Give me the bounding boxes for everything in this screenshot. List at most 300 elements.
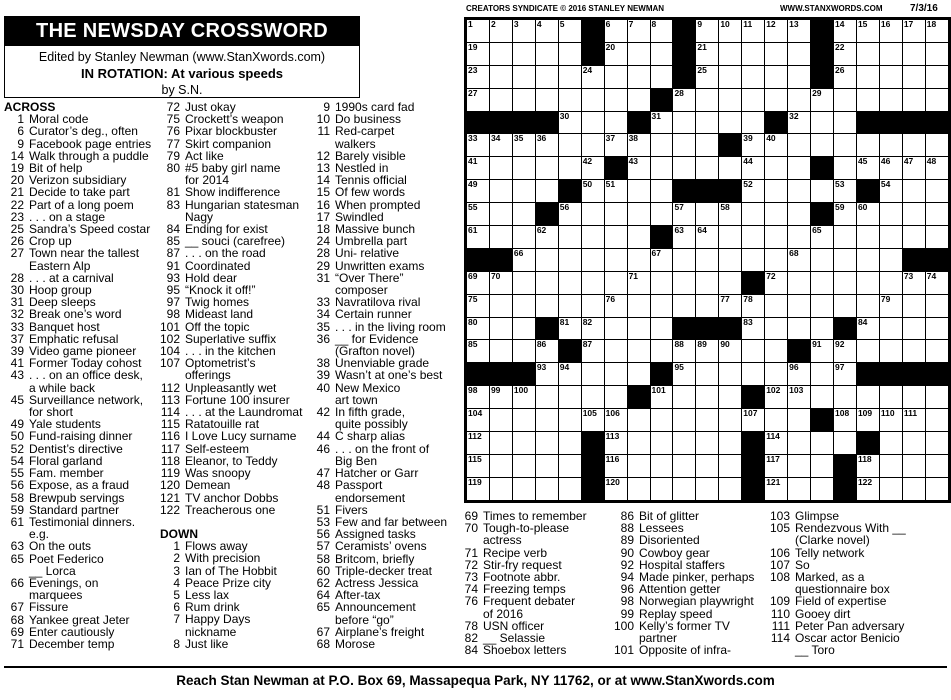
- grid-cell[interactable]: [834, 248, 857, 271]
- grid-cell[interactable]: [673, 386, 696, 409]
- grid-cell[interactable]: [879, 157, 902, 180]
- grid-cell[interactable]: [558, 42, 581, 65]
- grid-cell[interactable]: [467, 454, 490, 477]
- grid-cell[interactable]: [535, 20, 558, 43]
- grid-cell[interactable]: [512, 226, 535, 249]
- grid-cell[interactable]: [834, 180, 857, 203]
- grid-cell[interactable]: [489, 409, 512, 432]
- grid-cell[interactable]: [604, 340, 627, 363]
- grid-cell[interactable]: [811, 477, 834, 500]
- grid-cell[interactable]: [788, 111, 811, 134]
- grid-cell[interactable]: [856, 317, 879, 340]
- grid-cell[interactable]: [512, 294, 535, 317]
- grid-cell[interactable]: [811, 294, 834, 317]
- grid-cell[interactable]: [558, 20, 581, 43]
- grid-cell[interactable]: [467, 432, 490, 455]
- grid-cell[interactable]: [558, 317, 581, 340]
- grid-cell[interactable]: [558, 88, 581, 111]
- grid-cell[interactable]: [627, 294, 650, 317]
- grid-cell[interactable]: [673, 226, 696, 249]
- grid-cell[interactable]: [719, 477, 742, 500]
- grid-cell[interactable]: [604, 65, 627, 88]
- grid-cell[interactable]: [925, 88, 948, 111]
- grid-cell[interactable]: [902, 386, 925, 409]
- grid-cell[interactable]: [811, 317, 834, 340]
- grid-cell[interactable]: [856, 88, 879, 111]
- grid-cell[interactable]: [489, 432, 512, 455]
- grid-cell[interactable]: [650, 180, 673, 203]
- grid-cell[interactable]: [489, 477, 512, 500]
- grid-cell[interactable]: [902, 88, 925, 111]
- grid-cell[interactable]: [856, 386, 879, 409]
- grid-cell[interactable]: [696, 203, 719, 226]
- grid-cell[interactable]: [467, 20, 490, 43]
- grid-cell[interactable]: [856, 454, 879, 477]
- grid-cell[interactable]: [879, 340, 902, 363]
- grid-cell[interactable]: [788, 226, 811, 249]
- grid-cell[interactable]: [512, 203, 535, 226]
- grid-cell[interactable]: [879, 134, 902, 157]
- grid-cell[interactable]: [512, 88, 535, 111]
- grid-cell[interactable]: [673, 271, 696, 294]
- grid-cell[interactable]: [512, 42, 535, 65]
- grid-cell[interactable]: [879, 271, 902, 294]
- grid-cell[interactable]: [512, 432, 535, 455]
- grid-cell[interactable]: [925, 203, 948, 226]
- grid-cell[interactable]: [879, 20, 902, 43]
- grid-cell[interactable]: [765, 203, 788, 226]
- grid-cell[interactable]: [696, 454, 719, 477]
- grid-cell[interactable]: [834, 386, 857, 409]
- grid-cell[interactable]: [627, 88, 650, 111]
- grid-cell[interactable]: [581, 157, 604, 180]
- grid-cell[interactable]: [742, 317, 765, 340]
- grid-cell[interactable]: [719, 157, 742, 180]
- grid-cell[interactable]: [604, 409, 627, 432]
- grid-cell[interactable]: [742, 248, 765, 271]
- grid-cell[interactable]: [925, 65, 948, 88]
- grid-cell[interactable]: [627, 20, 650, 43]
- grid-cell[interactable]: [856, 157, 879, 180]
- grid-cell[interactable]: [719, 111, 742, 134]
- grid-cell[interactable]: [558, 477, 581, 500]
- grid-cell[interactable]: [719, 88, 742, 111]
- grid-cell[interactable]: [742, 294, 765, 317]
- grid-cell[interactable]: [811, 248, 834, 271]
- grid-cell[interactable]: [834, 134, 857, 157]
- grid-cell[interactable]: [467, 317, 490, 340]
- grid-cell[interactable]: [604, 386, 627, 409]
- grid-cell[interactable]: [696, 20, 719, 43]
- grid-cell[interactable]: [879, 454, 902, 477]
- grid-cell[interactable]: [925, 20, 948, 43]
- grid-cell[interactable]: [719, 65, 742, 88]
- grid-cell[interactable]: [673, 134, 696, 157]
- grid-cell[interactable]: [467, 294, 490, 317]
- grid-cell[interactable]: [834, 20, 857, 43]
- grid-cell[interactable]: [788, 180, 811, 203]
- grid-cell[interactable]: [719, 340, 742, 363]
- grid-cell[interactable]: [788, 42, 811, 65]
- grid-cell[interactable]: [856, 42, 879, 65]
- grid-cell[interactable]: [604, 363, 627, 386]
- grid-cell[interactable]: [627, 477, 650, 500]
- grid-cell[interactable]: [788, 363, 811, 386]
- grid-cell[interactable]: [535, 340, 558, 363]
- grid-cell[interactable]: [788, 317, 811, 340]
- grid-cell[interactable]: [765, 271, 788, 294]
- grid-cell[interactable]: [742, 226, 765, 249]
- grid-cell[interactable]: [650, 340, 673, 363]
- grid-cell[interactable]: [467, 226, 490, 249]
- grid-cell[interactable]: [925, 386, 948, 409]
- grid-cell[interactable]: [467, 271, 490, 294]
- grid-cell[interactable]: [489, 386, 512, 409]
- grid-cell[interactable]: [558, 226, 581, 249]
- grid-cell[interactable]: [834, 294, 857, 317]
- grid-cell[interactable]: [925, 294, 948, 317]
- grid-cell[interactable]: [902, 134, 925, 157]
- grid-cell[interactable]: [696, 248, 719, 271]
- grid-cell[interactable]: [489, 294, 512, 317]
- grid-cell[interactable]: [925, 180, 948, 203]
- grid-cell[interactable]: [535, 386, 558, 409]
- grid-cell[interactable]: [902, 180, 925, 203]
- grid-cell[interactable]: [558, 203, 581, 226]
- grid-cell[interactable]: [879, 65, 902, 88]
- grid-cell[interactable]: [834, 157, 857, 180]
- grid-cell[interactable]: [650, 134, 673, 157]
- grid-cell[interactable]: [742, 65, 765, 88]
- grid-cell[interactable]: [604, 454, 627, 477]
- grid-cell[interactable]: [604, 294, 627, 317]
- grid-cell[interactable]: [765, 363, 788, 386]
- grid-cell[interactable]: [879, 477, 902, 500]
- grid-cell[interactable]: [581, 134, 604, 157]
- grid-cell[interactable]: [742, 363, 765, 386]
- grid-cell[interactable]: [902, 271, 925, 294]
- grid-cell[interactable]: [742, 157, 765, 180]
- grid-cell[interactable]: [512, 317, 535, 340]
- grid-cell[interactable]: [558, 134, 581, 157]
- grid-cell[interactable]: [558, 454, 581, 477]
- grid-cell[interactable]: [581, 294, 604, 317]
- grid-cell[interactable]: [856, 20, 879, 43]
- grid-cell[interactable]: [719, 203, 742, 226]
- grid-cell[interactable]: [811, 363, 834, 386]
- grid-cell[interactable]: [650, 20, 673, 43]
- grid-cell[interactable]: [925, 226, 948, 249]
- grid-cell[interactable]: [765, 340, 788, 363]
- grid-cell[interactable]: [902, 42, 925, 65]
- grid-cell[interactable]: [856, 409, 879, 432]
- grid-cell[interactable]: [512, 386, 535, 409]
- grid-cell[interactable]: [581, 271, 604, 294]
- grid-cell[interactable]: [765, 432, 788, 455]
- grid-cell[interactable]: [604, 111, 627, 134]
- grid-cell[interactable]: [581, 386, 604, 409]
- grid-cell[interactable]: [765, 180, 788, 203]
- grid-cell[interactable]: [604, 134, 627, 157]
- grid-cell[interactable]: [811, 271, 834, 294]
- grid-cell[interactable]: [650, 294, 673, 317]
- grid-cell[interactable]: [719, 248, 742, 271]
- grid-cell[interactable]: [765, 409, 788, 432]
- grid-cell[interactable]: [673, 157, 696, 180]
- grid-cell[interactable]: [902, 20, 925, 43]
- grid-cell[interactable]: [650, 317, 673, 340]
- grid-cell[interactable]: [925, 42, 948, 65]
- grid-cell[interactable]: [765, 294, 788, 317]
- grid-cell[interactable]: [742, 111, 765, 134]
- grid-cell[interactable]: [742, 409, 765, 432]
- grid-cell[interactable]: [834, 65, 857, 88]
- grid-cell[interactable]: [489, 88, 512, 111]
- grid-cell[interactable]: [627, 340, 650, 363]
- grid-cell[interactable]: [512, 248, 535, 271]
- grid-cell[interactable]: [604, 42, 627, 65]
- grid-cell[interactable]: [673, 363, 696, 386]
- grid-cell[interactable]: [742, 20, 765, 43]
- grid-cell[interactable]: [788, 157, 811, 180]
- grid-cell[interactable]: [696, 42, 719, 65]
- grid-cell[interactable]: [535, 409, 558, 432]
- grid-cell[interactable]: [719, 454, 742, 477]
- grid-cell[interactable]: [879, 203, 902, 226]
- grid-cell[interactable]: [558, 271, 581, 294]
- grid-cell[interactable]: [696, 477, 719, 500]
- grid-cell[interactable]: [467, 134, 490, 157]
- grid-cell[interactable]: [811, 432, 834, 455]
- grid-cell[interactable]: [627, 65, 650, 88]
- grid-cell[interactable]: [673, 111, 696, 134]
- grid-cell[interactable]: [581, 203, 604, 226]
- grid-cell[interactable]: [696, 111, 719, 134]
- grid-cell[interactable]: [719, 226, 742, 249]
- grid-cell[interactable]: [489, 226, 512, 249]
- grid-cell[interactable]: [696, 226, 719, 249]
- grid-cell[interactable]: [650, 248, 673, 271]
- grid-cell[interactable]: [650, 203, 673, 226]
- grid-cell[interactable]: [856, 134, 879, 157]
- grid-cell[interactable]: [467, 180, 490, 203]
- grid-cell[interactable]: [902, 477, 925, 500]
- grid-cell[interactable]: [467, 477, 490, 500]
- grid-cell[interactable]: [535, 432, 558, 455]
- grid-cell[interactable]: [719, 409, 742, 432]
- grid-cell[interactable]: [627, 317, 650, 340]
- grid-cell[interactable]: [604, 226, 627, 249]
- grid-cell[interactable]: [765, 454, 788, 477]
- grid-cell[interactable]: [902, 203, 925, 226]
- grid-cell[interactable]: [788, 88, 811, 111]
- grid-cell[interactable]: [856, 226, 879, 249]
- grid-cell[interactable]: [512, 180, 535, 203]
- grid-cell[interactable]: [581, 248, 604, 271]
- grid-cell[interactable]: [719, 271, 742, 294]
- grid-cell[interactable]: [535, 180, 558, 203]
- grid-cell[interactable]: [627, 248, 650, 271]
- grid-cell[interactable]: [742, 88, 765, 111]
- grid-cell[interactable]: [581, 317, 604, 340]
- grid-cell[interactable]: [535, 363, 558, 386]
- grid-cell[interactable]: [467, 340, 490, 363]
- grid-cell[interactable]: [696, 134, 719, 157]
- grid-cell[interactable]: [765, 65, 788, 88]
- grid-cell[interactable]: [650, 409, 673, 432]
- grid-cell[interactable]: [512, 157, 535, 180]
- grid-cell[interactable]: [834, 111, 857, 134]
- grid-cell[interactable]: [902, 294, 925, 317]
- grid-cell[interactable]: [788, 409, 811, 432]
- grid-cell[interactable]: [719, 42, 742, 65]
- grid-cell[interactable]: [742, 134, 765, 157]
- grid-cell[interactable]: [834, 340, 857, 363]
- grid-cell[interactable]: [925, 340, 948, 363]
- grid-cell[interactable]: [765, 317, 788, 340]
- grid-cell[interactable]: [902, 409, 925, 432]
- grid-cell[interactable]: [673, 248, 696, 271]
- grid-cell[interactable]: [604, 317, 627, 340]
- grid-cell[interactable]: [512, 134, 535, 157]
- grid-cell[interactable]: [489, 65, 512, 88]
- grid-cell[interactable]: [489, 454, 512, 477]
- grid-cell[interactable]: [742, 180, 765, 203]
- grid-cell[interactable]: [535, 454, 558, 477]
- grid-cell[interactable]: [925, 317, 948, 340]
- grid-cell[interactable]: [467, 157, 490, 180]
- grid-cell[interactable]: [650, 65, 673, 88]
- grid-cell[interactable]: [742, 42, 765, 65]
- grid-cell[interactable]: [696, 386, 719, 409]
- grid-cell[interactable]: [673, 477, 696, 500]
- grid-cell[interactable]: [581, 363, 604, 386]
- grid-cell[interactable]: [650, 111, 673, 134]
- grid-cell[interactable]: [902, 317, 925, 340]
- grid-cell[interactable]: [902, 65, 925, 88]
- grid-cell[interactable]: [902, 157, 925, 180]
- grid-cell[interactable]: [719, 20, 742, 43]
- grid-cell[interactable]: [467, 409, 490, 432]
- grid-cell[interactable]: [512, 477, 535, 500]
- grid-cell[interactable]: [558, 65, 581, 88]
- grid-cell[interactable]: [765, 248, 788, 271]
- grid-cell[interactable]: [696, 88, 719, 111]
- grid-cell[interactable]: [650, 432, 673, 455]
- grid-cell[interactable]: [696, 65, 719, 88]
- grid-cell[interactable]: [558, 157, 581, 180]
- grid-cell[interactable]: [765, 477, 788, 500]
- grid-cell[interactable]: [604, 432, 627, 455]
- grid-cell[interactable]: [489, 42, 512, 65]
- grid-cell[interactable]: [489, 134, 512, 157]
- grid-cell[interactable]: [856, 340, 879, 363]
- grid-cell[interactable]: [604, 180, 627, 203]
- grid-cell[interactable]: [765, 20, 788, 43]
- grid-cell[interactable]: [879, 386, 902, 409]
- grid-cell[interactable]: [719, 363, 742, 386]
- grid-cell[interactable]: [719, 294, 742, 317]
- grid-cell[interactable]: [925, 271, 948, 294]
- grid-cell[interactable]: [879, 180, 902, 203]
- grid-cell[interactable]: [856, 203, 879, 226]
- grid-cell[interactable]: [604, 20, 627, 43]
- grid-cell[interactable]: [604, 271, 627, 294]
- grid-cell[interactable]: [879, 409, 902, 432]
- grid-cell[interactable]: [627, 157, 650, 180]
- grid-cell[interactable]: [696, 409, 719, 432]
- grid-cell[interactable]: [581, 88, 604, 111]
- grid-cell[interactable]: [558, 386, 581, 409]
- grid-cell[interactable]: [765, 386, 788, 409]
- grid-cell[interactable]: [535, 157, 558, 180]
- grid-cell[interactable]: [627, 271, 650, 294]
- grid-cell[interactable]: [627, 180, 650, 203]
- grid-cell[interactable]: [581, 65, 604, 88]
- grid-cell[interactable]: [627, 134, 650, 157]
- grid-cell[interactable]: [673, 409, 696, 432]
- grid-cell[interactable]: [788, 454, 811, 477]
- grid-cell[interactable]: [788, 20, 811, 43]
- grid-cell[interactable]: [834, 409, 857, 432]
- grid-cell[interactable]: [925, 409, 948, 432]
- grid-cell[interactable]: [673, 203, 696, 226]
- grid-cell[interactable]: [742, 340, 765, 363]
- grid-cell[interactable]: [719, 432, 742, 455]
- grid-cell[interactable]: [558, 432, 581, 455]
- grid-cell[interactable]: [581, 226, 604, 249]
- grid-cell[interactable]: [879, 294, 902, 317]
- grid-cell[interactable]: [467, 42, 490, 65]
- grid-cell[interactable]: [627, 409, 650, 432]
- grid-cell[interactable]: [788, 432, 811, 455]
- grid-cell[interactable]: [925, 477, 948, 500]
- grid-cell[interactable]: [627, 226, 650, 249]
- grid-cell[interactable]: [581, 409, 604, 432]
- grid-cell[interactable]: [604, 88, 627, 111]
- grid-cell[interactable]: [512, 454, 535, 477]
- grid-cell[interactable]: [788, 271, 811, 294]
- grid-cell[interactable]: [788, 386, 811, 409]
- grid-cell[interactable]: [535, 134, 558, 157]
- grid-cell[interactable]: [650, 42, 673, 65]
- grid-cell[interactable]: [856, 65, 879, 88]
- grid-cell[interactable]: [627, 42, 650, 65]
- grid-cell[interactable]: [765, 88, 788, 111]
- grid-cell[interactable]: [467, 65, 490, 88]
- grid-cell[interactable]: [811, 88, 834, 111]
- grid-cell[interactable]: [902, 226, 925, 249]
- grid-cell[interactable]: [856, 248, 879, 271]
- grid-cell[interactable]: [650, 386, 673, 409]
- grid-cell[interactable]: [879, 248, 902, 271]
- grid-cell[interactable]: [788, 477, 811, 500]
- grid-cell[interactable]: [879, 317, 902, 340]
- grid-cell[interactable]: [512, 65, 535, 88]
- grid-cell[interactable]: [604, 248, 627, 271]
- grid-cell[interactable]: [925, 432, 948, 455]
- grid-cell[interactable]: [925, 134, 948, 157]
- grid-cell[interactable]: [879, 432, 902, 455]
- grid-cell[interactable]: [650, 477, 673, 500]
- grid-cell[interactable]: [765, 226, 788, 249]
- grid-cell[interactable]: [856, 271, 879, 294]
- grid-cell[interactable]: [535, 88, 558, 111]
- grid-cell[interactable]: [535, 294, 558, 317]
- grid-cell[interactable]: [489, 340, 512, 363]
- grid-cell[interactable]: [581, 180, 604, 203]
- grid-cell[interactable]: [879, 42, 902, 65]
